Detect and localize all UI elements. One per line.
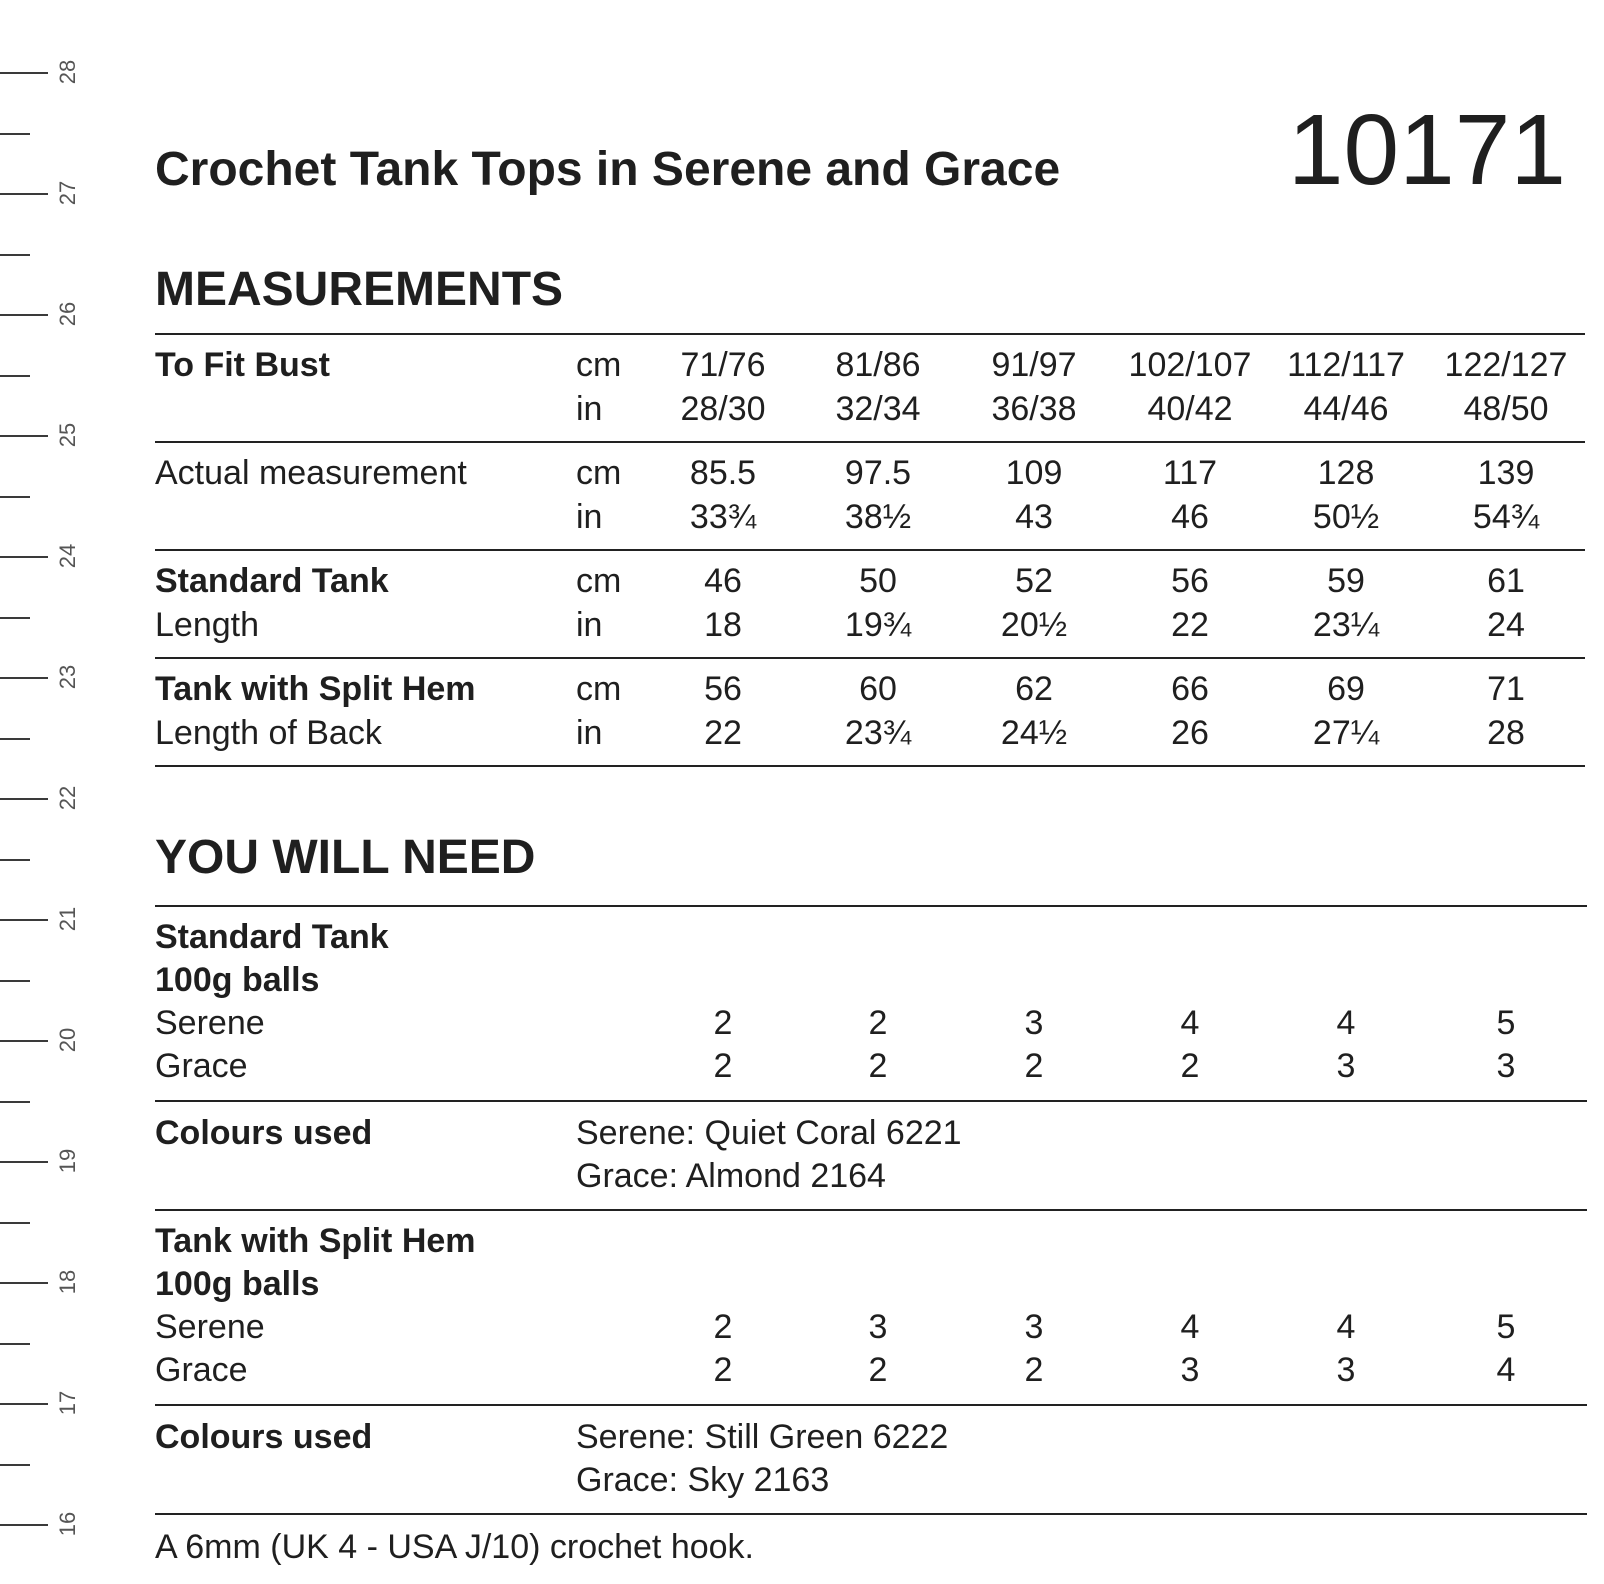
ruler-tick (0, 1222, 30, 1224)
size-value: 122/127 (1444, 346, 1568, 384)
ruler-tick (0, 1101, 30, 1103)
unit-label: in (576, 498, 603, 536)
size-value: 24 (1487, 606, 1525, 644)
ruler-tick (0, 375, 30, 377)
ruler-label: 25 (55, 422, 80, 448)
size-value: 91/97 (991, 346, 1077, 384)
size-value: 23¾ (844, 714, 912, 752)
size-value: 56 (704, 670, 742, 708)
size-value: 20½ (1000, 606, 1068, 644)
size-value: 59 (1327, 562, 1365, 600)
ruler-tick (0, 1403, 48, 1405)
ruler-tick (0, 1040, 48, 1042)
ruler-tick (0, 677, 48, 679)
divider (155, 1209, 1587, 1211)
ball-count: 5 (1496, 1308, 1516, 1346)
yarn-label: Grace (155, 1047, 248, 1085)
pattern-number: 10171 (1287, 94, 1566, 206)
you-will-need-heading: YOU WILL NEED (155, 831, 536, 884)
size-value: 28 (1487, 714, 1525, 752)
ball-count: 2 (713, 1047, 733, 1085)
divider (155, 905, 1587, 907)
size-value: 36/38 (991, 390, 1077, 428)
size-value: 71/76 (680, 346, 766, 384)
balls-label: 100g balls (155, 961, 320, 999)
ball-count: 2 (713, 1308, 733, 1346)
ball-count: 3 (1024, 1004, 1044, 1042)
ruler-tick (0, 72, 48, 74)
ball-count: 2 (868, 1351, 888, 1389)
ball-count: 2 (868, 1047, 888, 1085)
ball-count: 4 (1180, 1004, 1200, 1042)
size-value: 61 (1487, 562, 1525, 600)
size-value: 48/50 (1463, 390, 1549, 428)
size-value: 28/30 (680, 390, 766, 428)
unit-label: cm (576, 562, 622, 600)
unit-label: cm (576, 670, 622, 708)
divider (155, 441, 1585, 443)
divider (155, 765, 1585, 767)
size-value: 109 (1005, 454, 1063, 492)
size-value: 38½ (844, 498, 912, 536)
size-value: 23¼ (1312, 606, 1380, 644)
yarn-label: Serene (155, 1004, 265, 1042)
row-label: Tank with Split Hem (155, 670, 476, 708)
ball-count: 4 (1336, 1308, 1356, 1346)
divider (155, 657, 1585, 659)
size-value: 66 (1171, 670, 1209, 708)
colours-label: Colours used (155, 1418, 373, 1456)
ruler-tick (0, 980, 30, 982)
colour-value: Serene: Still Green 6222 (576, 1418, 949, 1456)
size-value: 19¾ (844, 606, 912, 644)
ruler-tick (0, 919, 48, 921)
row-sublabel: Length of Back (155, 714, 382, 752)
ball-count: 2 (1180, 1047, 1200, 1085)
ruler-label: 24 (55, 543, 80, 569)
ruler-tick (0, 556, 48, 558)
block-title: Standard Tank (155, 918, 389, 956)
divider (155, 549, 1585, 551)
ball-count: 3 (1496, 1047, 1516, 1085)
ball-count: 3 (1336, 1351, 1356, 1389)
ball-count: 4 (1336, 1004, 1356, 1042)
ruler-label: 21 (55, 906, 80, 932)
block-title: Tank with Split Hem (155, 1222, 476, 1260)
yarn-label: Grace (155, 1351, 248, 1389)
ruler-tick (0, 133, 30, 135)
size-value: 62 (1015, 670, 1053, 708)
ruler-label: 26 (55, 301, 80, 327)
ruler-tick (0, 617, 30, 619)
size-value: 71 (1487, 670, 1525, 708)
colours-label: Colours used (155, 1114, 373, 1152)
size-value: 60 (859, 670, 897, 708)
size-value: 81/86 (835, 346, 921, 384)
size-value: 69 (1327, 670, 1365, 708)
size-value: 97.5 (844, 454, 912, 492)
ball-count: 4 (1180, 1308, 1200, 1346)
size-value: 24½ (1000, 714, 1068, 752)
ruler-label: 16 (55, 1511, 80, 1537)
ruler-tick (0, 435, 48, 437)
ball-count: 4 (1496, 1351, 1516, 1389)
ruler-tick (0, 738, 30, 740)
ball-count: 5 (1496, 1004, 1516, 1042)
ruler-tick (0, 1343, 30, 1345)
ball-count: 3 (868, 1308, 888, 1346)
size-value: 54¾ (1472, 498, 1540, 536)
yarn-label: Serene (155, 1308, 265, 1346)
ruler-tick (0, 1524, 48, 1526)
size-value: 128 (1317, 454, 1375, 492)
ruler-tick (0, 193, 48, 195)
size-value: 50 (859, 562, 897, 600)
size-value: 52 (1015, 562, 1053, 600)
divider (155, 1513, 1587, 1515)
ruler-tick (0, 314, 48, 316)
balls-label: 100g balls (155, 1265, 320, 1303)
ruler-label: 28 (55, 59, 80, 85)
row-sublabel: Length (155, 606, 259, 644)
size-value: 32/34 (835, 390, 921, 428)
unit-label: in (576, 390, 603, 428)
size-value: 22 (1171, 606, 1209, 644)
size-value: 26 (1171, 714, 1209, 752)
row-label: To Fit Bust (155, 346, 330, 384)
size-value: 139 (1477, 454, 1535, 492)
ball-count: 3 (1180, 1351, 1200, 1389)
size-value: 18 (704, 606, 742, 644)
ruler-tick (0, 1161, 48, 1163)
divider (155, 1100, 1587, 1102)
unit-label: in (576, 606, 603, 644)
size-value: 43 (1015, 498, 1053, 536)
size-value: 33¾ (689, 498, 757, 536)
divider (155, 1404, 1587, 1406)
ruler-label: 17 (55, 1390, 80, 1416)
size-value: 46 (1171, 498, 1209, 536)
pattern-title: Crochet Tank Tops in Serene and Grace (155, 143, 1061, 196)
ball-count: 2 (868, 1004, 888, 1042)
ball-count: 3 (1024, 1308, 1044, 1346)
ruler-label: 27 (55, 180, 80, 206)
colour-value: Serene: Quiet Coral 6221 (576, 1114, 962, 1152)
size-value: 44/46 (1303, 390, 1389, 428)
measurements-heading: MEASUREMENTS (155, 263, 564, 316)
row-label: Standard Tank (155, 562, 389, 600)
ruler-label: 19 (55, 1148, 80, 1174)
ruler-label: 23 (55, 664, 80, 690)
colour-value: Grace: Sky 2163 (576, 1461, 830, 1499)
ruler-label: 20 (55, 1027, 80, 1053)
ball-count: 2 (713, 1351, 733, 1389)
row-label: Actual measurement (155, 454, 467, 492)
unit-label: in (576, 714, 603, 752)
ruler-label: 18 (55, 1269, 80, 1295)
size-value: 40/42 (1147, 390, 1233, 428)
ruler-tick (0, 1464, 30, 1466)
ball-count: 2 (713, 1004, 733, 1042)
divider (155, 333, 1585, 335)
size-value: 117 (1162, 454, 1218, 492)
size-value: 102/107 (1128, 346, 1252, 384)
size-value: 27¼ (1312, 714, 1380, 752)
size-value: 85.5 (689, 454, 757, 492)
size-value: 50½ (1312, 498, 1380, 536)
ball-count: 3 (1336, 1047, 1356, 1085)
unit-label: cm (576, 454, 622, 492)
ruler-tick (0, 254, 30, 256)
ruler-label: 22 (55, 785, 80, 811)
size-value: 22 (704, 714, 742, 752)
size-value: 46 (704, 562, 742, 600)
ruler (0, 0, 90, 1584)
ball-count: 2 (1024, 1047, 1044, 1085)
size-value: 56 (1171, 562, 1209, 600)
colour-value: Grace: Almond 2164 (576, 1157, 886, 1195)
ruler-tick (0, 859, 30, 861)
size-value: 112/117 (1287, 346, 1405, 384)
hook-info: A 6mm (UK 4 - USA J/10) crochet hook. (155, 1528, 755, 1566)
ball-count: 2 (1024, 1351, 1044, 1389)
ruler-tick (0, 1282, 48, 1284)
unit-label: cm (576, 346, 622, 384)
ruler-tick (0, 496, 30, 498)
ruler-tick (0, 798, 48, 800)
